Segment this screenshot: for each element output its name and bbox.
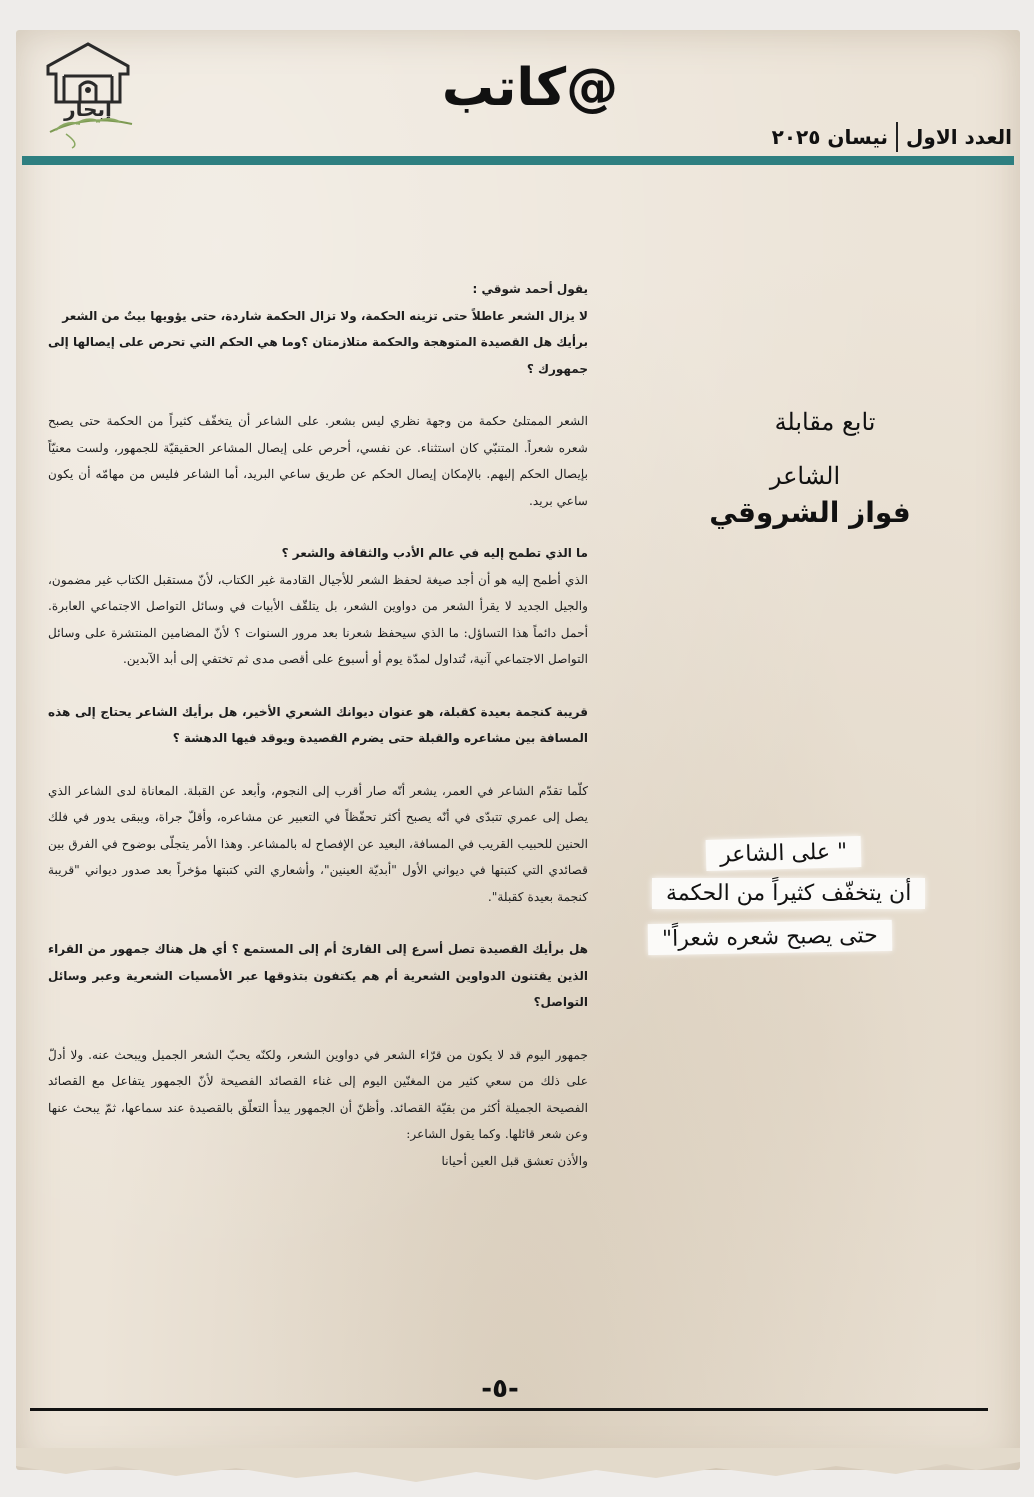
issue-date: نيسان ٢٠٢٥	[771, 125, 889, 149]
side-title-line1: تابع مقابلة	[774, 408, 876, 436]
page-number: -٥-	[481, 1374, 519, 1404]
question-2: ما الذي تطمح إليه في عالم الأدب والثقافة والشعر ؟	[281, 546, 588, 560]
answer-3: كلّما تقدّم الشاعر في العمر، يشعر أنّه صار أقرب إلى النجوم، وأبعد عن القبلة. المعاناة لدى الشاعر الذي يصل إلى عمري تتبدّى في أنّه يصبح أكثر تحفّظاً في التعبير عن مشاعره، وأقلّ جراة، ويبقى يدور في فلك الحنين للحبيب القريب في المسافة، البعيد عن الإفصاح له بالمشاعر. وهذا الأمر يتجلّى بوضوح في الفرق بين قصائدي التي كتبتها في ديواني الأول "أبديّة العينين"، وأشعاري التي كتبتها مؤخراً بعد صدور ديواني "قريبة كنجمة بعيدة كقبلة".	[48, 783, 588, 904]
question-1: برأيك هل القصيدة المتوهجة والحكمة متلازمتان ؟وما هي الحكم التي تحرص على إيصالها إلى جمهورك ؟	[48, 335, 588, 376]
side-title	[640, 408, 970, 529]
article-quote: لا يزال الشعر عاطلاً حتى تزينه الحكمة، ولا تزال الحكمة شاردة، حتى يؤويها بيتٌ من الشعر	[62, 308, 588, 323]
logo-text: إبحار	[64, 97, 112, 121]
side-title-poet-name: فواز الشروقي	[709, 496, 911, 529]
pull-quote-line1: " على الشاعر	[706, 836, 862, 871]
pull-quote-line2: أن يتخفّف كثيراً من الحكمة	[652, 878, 925, 909]
answer-2: الذي أطمح إليه هو أن أجد صيغة لحفظ الشعر للأجيال القادمة غير الكتاب، لأنّ مستقبل الكتاب غير مضمون، والجيل الجديد لا يقرأ الشعر من دواوين الشعر، بل يتلقّف الأبيات في وسائل التواصل الاجتماعي العابرة. أحمل دائماً هذا التساؤل: ما الذي سيحفظ شعرنا بعد مرور السنوات ؟ لأنّ المضامين المنتشرة على وسائل التواصل الاجتماعي آنية، تُتداول لمدّة يوم أو أسبوع على أقصى مدى ثم تختفي إلى أبد الآبدين.	[48, 572, 588, 666]
header-rule	[22, 156, 1014, 165]
pull-quote-line3: حتى يصبح شعره شعراً"	[648, 920, 892, 955]
answer-1: الشعر الممتلئ حكمة من وجهة نظري ليس بشعر. على الشاعر أن يتخفّف كثيراً من الحكمة حتى يصبح شعره شعراً. المتنبّي كان استثناء. عن نفسي، أحرص على إيصال المشاعر الحقيقيّة للجمهور، ولست معنيّاً بإيصال الحكم إليهم. بالإمكان إيصال الحكم عن طريق ساعي البريد، أما الشاعر فليس من مهامّه أن يكون ساعي بريد.	[48, 414, 588, 508]
article-body	[48, 276, 588, 1174]
side-title-line2: الشاعر	[769, 462, 841, 490]
issue-label: العدد الاول	[906, 125, 1012, 149]
issue-info	[772, 122, 1012, 152]
answer-4: جمهور اليوم قد لا يكون من قرّاء الشعر في دواوين الشعر، ولكنّه يحبّ الشعر الجميل ويبحث عنه. ولا أدلّ على ذلك من سعي كثير من المغنّين اليوم إلى غناء القصائد الفصيحة لأنّ الجمهور يتفاعل مع القصائد الفصيحة الجميلة أكثر من بقيّة القصائد. وأظنّ أن الجمهور يبدأ التعلّق بالقصيدة عند سماعها، ثمّ يبحث عنها وعن شعر قائلها. وكما يقول الشاعر:	[48, 1047, 588, 1141]
question-4: هل برأيك القصيدة تصل أسرع إلى القارئ أم إلى المستمع ؟ أي هل هناك جمهور من القراء الذين يقتنون الدواوين الشعرية أم هم يكتفون بتذوقها عبر الأمسيات الشعرية وعبر وسائل التواصل؟	[48, 942, 588, 1009]
logo-icon	[36, 40, 140, 150]
issue-divider	[896, 122, 898, 152]
torn-edge	[16, 1448, 1020, 1488]
magazine-title: @كاتب	[441, 58, 619, 118]
question-3: قريبة كنجمة بعيدة كقبلة، هو عنوان ديوانك الشعري الأخير، هل برأيك الشاعر يحتاج إلى هذه المسافة بين مشاعره والقبلة حتى يضرم القصيدة ويوقد فيها الدهشة ؟	[48, 704, 588, 745]
footer-rule	[30, 1408, 988, 1411]
verse-line: والأذن تعشق قبل العين أحيانا	[441, 1153, 588, 1168]
article-intro: يقول أحمد شوقي :	[472, 282, 588, 296]
